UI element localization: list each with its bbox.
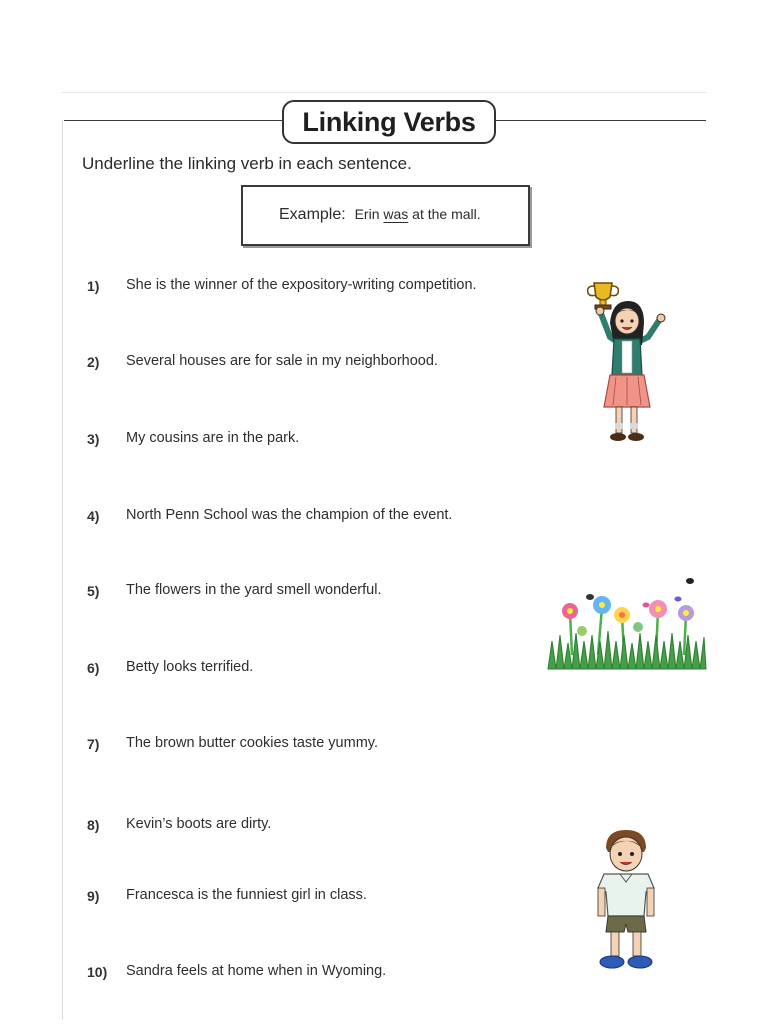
question-3-number: 3) [87, 431, 100, 447]
example-text-before: Erin [354, 206, 384, 222]
trophy-icon [588, 283, 619, 309]
question-5-text: The flowers in the yard smell wonderful. [126, 582, 382, 598]
flower-garden-illustration [546, 575, 708, 673]
question-7-number: 7) [87, 736, 100, 752]
question-2-number: 2) [87, 354, 100, 370]
question-9-text: Francesca is the funniest girl in class. [126, 887, 367, 903]
title-rule-left [64, 120, 282, 121]
question-2-text: Several houses are for sale in my neighborhood. [126, 353, 438, 369]
flower-icon [562, 596, 694, 636]
question-4-number: 4) [87, 508, 100, 524]
title-rule-right [492, 120, 706, 121]
question-10-number: 10) [87, 964, 108, 980]
worksheet-title: Linking Verbs [282, 100, 496, 144]
question-1-number: 1) [87, 278, 100, 294]
question-5-number: 5) [87, 583, 100, 599]
page-left-border [62, 120, 63, 1020]
question-4-text: North Penn School was the champion of the event. [126, 507, 453, 523]
example-text-after: at the mall. [408, 206, 481, 222]
example-verb-underlined: was [383, 206, 409, 222]
question-3-text: My cousins are in the park. [126, 430, 300, 446]
question-8-text: Kevin’s boots are dirty. [126, 816, 272, 832]
question-1-text: She is the winner of the expository-writing competition. [126, 277, 477, 293]
question-10-text: Sandra feels at home when in Wyoming. [126, 963, 387, 979]
question-6-number: 6) [87, 660, 100, 676]
page-top-line [62, 92, 706, 93]
question-8-number: 8) [87, 817, 100, 833]
boy-illustration [592, 828, 662, 973]
girl-with-trophy-illustration [580, 275, 670, 450]
example-sentence [279, 206, 481, 224]
question-6-text: Betty looks terrified. [126, 659, 254, 675]
question-7-text: The brown butter cookies taste yummy. [126, 735, 378, 751]
instructions: Underline the linking verb in each sentence. [82, 154, 412, 173]
question-9-number: 9) [87, 888, 100, 904]
example-label: Example: [279, 206, 346, 223]
example-box [241, 185, 530, 246]
